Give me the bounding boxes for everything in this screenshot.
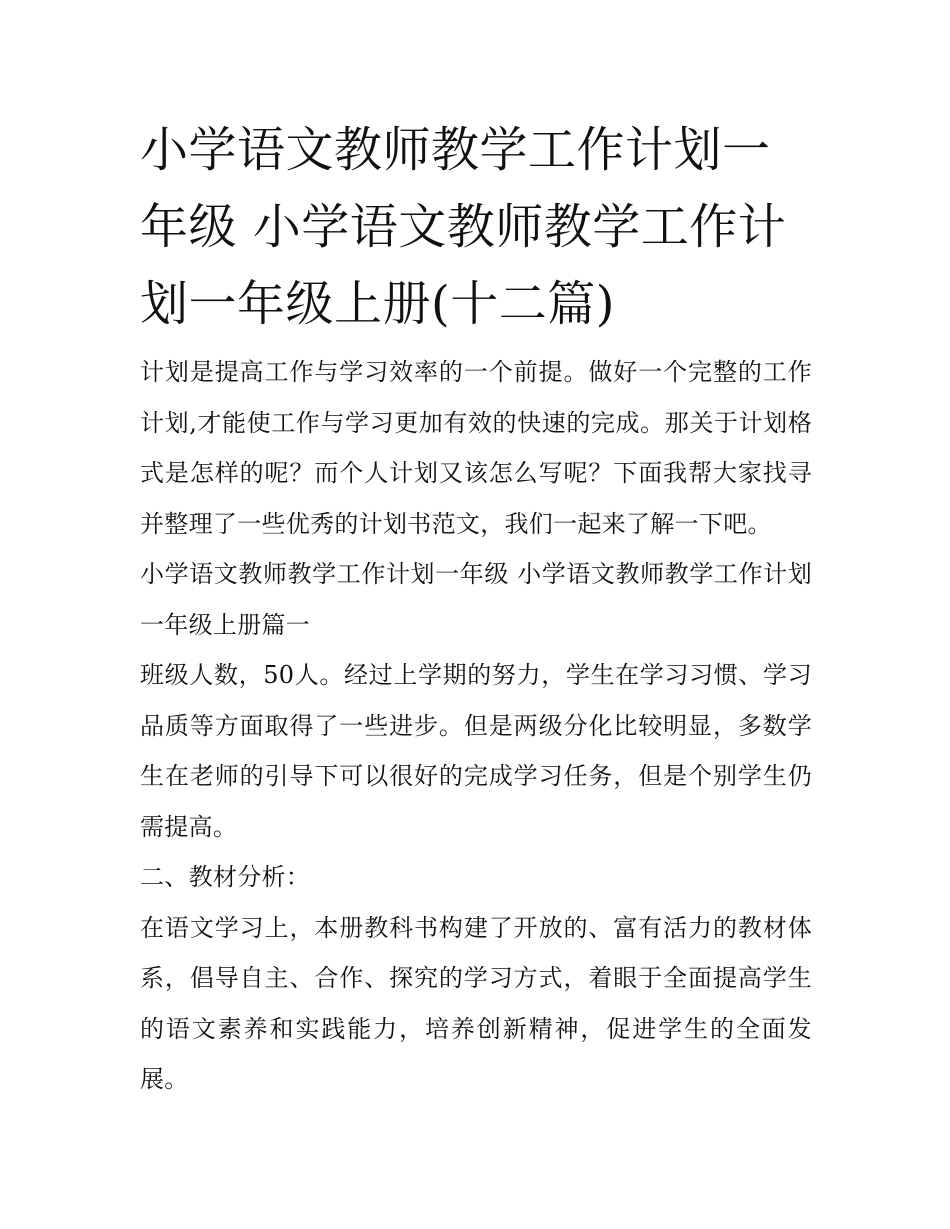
- intro-paragraph: 计划是提高工作与学习效率的一个前提。做好一个完整的工作计划,才能使工作与学习更加有效的快速的完成。那关于计划格式是怎样的呢？而个人计划又该怎么写呢？下面我帮大家找寻并整理了一些优秀的计划书范文，我们一起来了解一下吧。: [140, 358, 812, 538]
- section-heading-part-one: 小学语文教师教学工作计划一年级 小学语文教师教学工作计划一年级上册篇一: [140, 560, 812, 639]
- class-info-paragraph: 班级人数，50人。经过上学期的努力，学生在学习习惯、学习品质等方面取得了一些进步。但是两级分化比较明显，多数学生在老师的引导下可以很好的完成学习任务，但是个别学生仍需提高。: [140, 661, 812, 841]
- document-title: 小学语文教师教学工作计划一年级 小学语文教师教学工作计划一年级上册(十二篇): [140, 122, 787, 332]
- document-body: [140, 112, 812, 1105]
- textbook-analysis-paragraph: 在语文学习上，本册教科书构建了开放的、富有活力的教材体系，倡导自主、合作、探究的学习方式，着眼于全面提高学生的语文素养和实践能力，培养创新精神，促进学生的全面发展。: [140, 913, 812, 1093]
- section-heading-textbook-analysis: 二、教材分析：: [140, 863, 311, 891]
